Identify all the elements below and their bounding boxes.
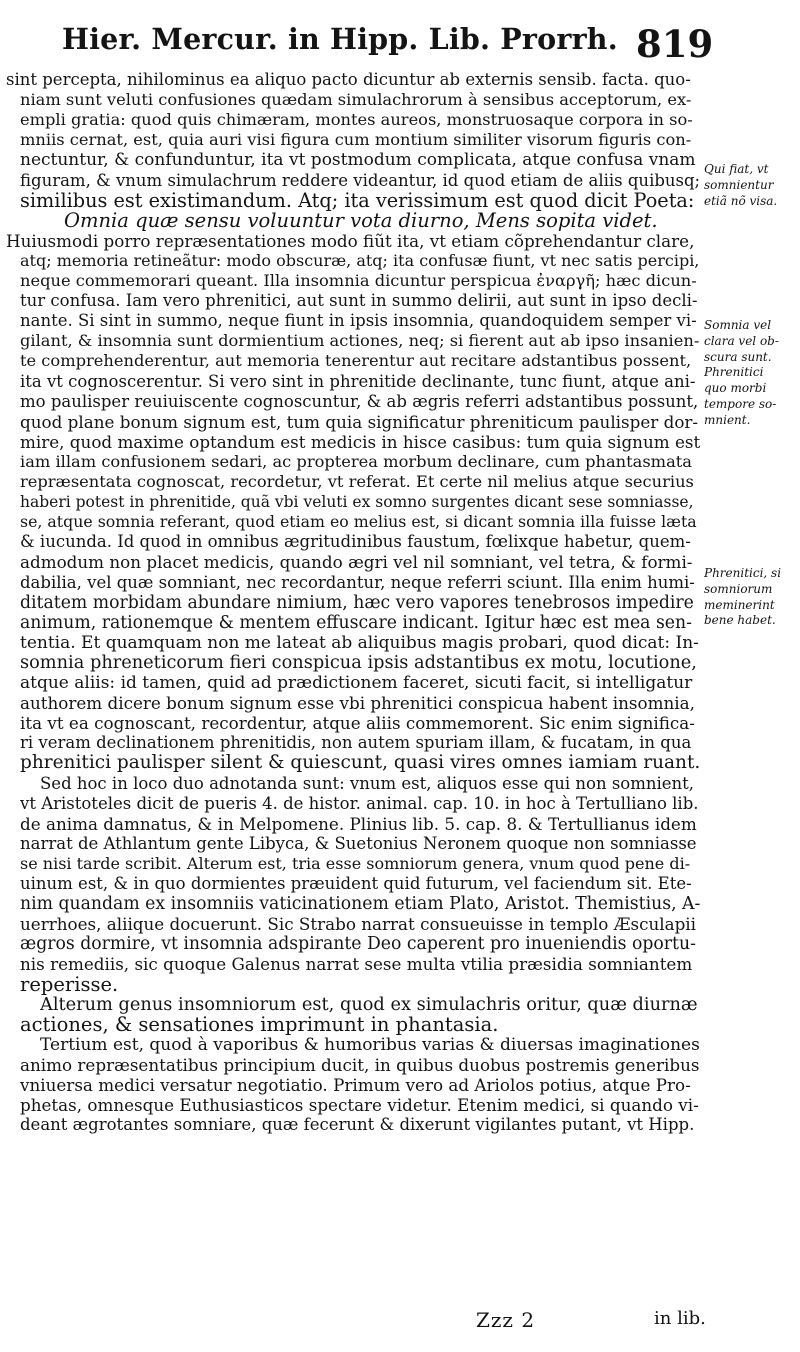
text-line: quod plane bonum signum est, tum quia significatur phreniticum paulisper dor- [20, 411, 699, 432]
text-line: animum, rationemque & mentem effuscare indicant. Igitur hæc est mea sen- [20, 612, 692, 633]
page-number: 819 [636, 22, 714, 66]
text-line: Huiusmodi porro repræsentationes modo fiũt ita, vt etiam cõprehendantur clare, [6, 230, 695, 251]
text-line: gilant, & insomnia sunt dormientium actiones, neq; si fierent aut ab ipso insanien- [20, 331, 700, 351]
text-line: Alterum genus insomniorum est, quod ex simulachris oritur, quæ diurnæ [40, 994, 698, 1015]
text-line: mniis cernat, est, quia auri visi figura cum montium similiter visorum figuris con- [20, 130, 692, 150]
text-line: phrenitici paulisper silent & quiescunt, quasi vires omnes iamiam ruant. [20, 753, 700, 774]
text-line: neque commemorari queant. Illa insomnia dicuntur perspicua ἐναργῆ; hæc dicun- [20, 271, 697, 290]
text-line: iam illam confusionem sedari, ac propterea morbum declinare, cum phantasmata [20, 451, 692, 471]
text-line: ri veram declinationem phrenitidis, non autem spuriam illam, & fucatam, in qua [20, 733, 692, 753]
margin-note-line: meminerint [704, 597, 775, 612]
margin-note-line: etiã nõ visa. [704, 193, 778, 208]
text-line: ægros dormire, vt insomnia adspirante Deo caperent pro inueniendis oportu- [20, 934, 696, 955]
margin-note-line: quo morbi [704, 381, 767, 396]
text-line: atq; memoria retineãtur: modo obscuræ, atq; ita confusæ fiunt, vt nec satis percipi, [20, 250, 700, 270]
text-line: te comprehenderentur, aut memoria tenerentur aut recitare adstantibus possent, [20, 351, 692, 371]
signature-mark: Zzz 2 [476, 1308, 536, 1332]
text-line: & iucunda. Id quod in omnibus ægritudinibus faustum, fœlixque habetur, quem- [20, 532, 691, 552]
margin-note-line: clara vel ob- [704, 333, 779, 348]
catchword: in lib. [654, 1308, 706, 1329]
text-line: ita vt cognoscerentur. Si vero sint in phrenitide declinante, tunc fiunt, atque ani- [20, 371, 696, 391]
margin-note [704, 162, 798, 209]
text-line: actiones, & sensationes imprimunt in phantasia. [20, 1014, 499, 1035]
text-line: authorem dicere bonum signum esse vbi phrenitici conspicua habent insomnia, [20, 693, 695, 714]
text-line: de anima damnatus, & in Melpomene. Plinius lib. 5. cap. 8. & Tertullianus idem [20, 813, 697, 834]
text-line: se, atque somnia referant, quod etiam eo melius est, si dicant somnia illa fuisse læta [20, 512, 697, 532]
text-line: uerrhoes, aliique docuerunt. Sic Strabo narrat consueuisse in templo Æsculapii [20, 914, 697, 935]
text-line: nim quandam ex insomniis vaticinationem etiam Plato, Aristot. Themistius, A- [20, 894, 700, 915]
margin-note-line: Phrenitici, si [704, 566, 782, 580]
text-line: empli gratia: quod quis chimæram, montes aureos, monstruosaque corpora in so- [20, 110, 693, 130]
text-line: sint percepta, nihilominus ea aliquo pacto dicuntur ab externis sensib. facta. quo- [6, 70, 691, 89]
margin-note-line: scura sunt. [704, 349, 772, 364]
text-line: dabilia, vel quæ somniant, nec recordantur, neque referri sciunt. Illa enim humi- [20, 572, 695, 592]
running-head: Hier. Mercur. in Hipp. Lib. Prorrh. [62, 22, 618, 56]
margin-note-line: mnient. [704, 412, 751, 427]
text-line: similibus est existimandum. Atq; ita verissimum est quod dicit Poeta: [20, 190, 695, 211]
text-line: se nisi tarde scribit. Alterum est, tria esse somniorum genera, vnum quod pene di- [20, 853, 691, 873]
text-line: nis remediis, sic quoque Galenus narrat sese multa vtilia præsidia somniantem [20, 954, 693, 975]
text-line: tentia. Et quamquam non me lateat ab aliquibus magis probari, quod dicat: In- [20, 632, 699, 653]
text-line: Tertium est, quod à vaporibus & humoribus varias & diuersas imaginationes [40, 1034, 700, 1055]
margin-note [704, 566, 798, 629]
margin-note-line: somniorum [704, 581, 773, 596]
text-line: figuram, & vnum simulachrum reddere videantur, id quod etiam de aliis quibusq; [20, 170, 700, 190]
text-line: reperisse. [20, 974, 119, 995]
margin-note-line: Phrenitici [704, 365, 764, 380]
text-line: nectuntur, & confunduntur, ita vt postmodum complicata, atque confusa vnam [20, 150, 696, 171]
margin-note-line: Qui fiat, vt [704, 162, 769, 176]
text-line: tur confusa. Iam vero phrenitici, aut sunt in summo delirii, aut sunt in ipso decli- [20, 291, 698, 311]
text-line: haberi potest in phrenitide, quã vbi veluti ex somno surgentes dicant sese somniasse, [20, 493, 694, 512]
text-line: animo repræsentatibus principium ducit, in quibus duobus postremis generibus [20, 1054, 700, 1075]
text-line: admodum non placet medicis, quando ægri vel nil somniant, vel tetra, & formi- [20, 552, 693, 573]
text-line: vt Aristoteles dicit de pueris 4. de histor. animal. cap. 10. in hoc à Tertulliano lib. [20, 793, 699, 813]
text-line: somnia phreneticorum fieri conspicua ipsis adstantibus ex motu, locutione, [20, 652, 697, 673]
text-line: ditatem morbidam abundare nimium, hæc vero vapores tenebrosos impedire [20, 592, 694, 613]
text-line: uinum est, & in quo dormientes præuident quid futurum, vel faciendum sit. Ete- [20, 874, 692, 893]
text-line: mo paulisper reuiuiscente cognoscuntur, & ab ægris referri adstantibus possunt, [20, 391, 699, 411]
margin-note-line: Somnia vel [704, 318, 772, 332]
text-line: vniuersa medici versatur negotiatio. Primum vero ad Ariolos potius, atque Pro- [20, 1075, 691, 1095]
text-line: niam sunt veluti confusiones quædam simulachrorum à sensibus acceptorum, ex- [20, 90, 692, 110]
text-line: Omnia quæ sensu voluuntur vota diurno, Mens sopita videt. [64, 210, 658, 231]
text-line: mire, quod maxime optandum est medicis in hisce casibus: tum quia signum est [20, 431, 700, 452]
margin-note-line: bene habet. [704, 613, 776, 628]
text-line: narrat de Athlantum gente Libyca, & Suetonius Neronem quoque non somniasse [20, 833, 697, 853]
text-line: nante. Si sint in summo, neque fiunt in ipsis insomnia, quandoquidem semper vi- [20, 311, 697, 331]
text-line: atque aliis: id tamen, quid ad prædictionem faceret, sicuti facit, si intelligatur [20, 673, 693, 693]
margin-notes [700, 0, 800, 1352]
text-line: ita vt ea cognoscant, recordentur, atque aliis commemorent. Sic enim significa- [20, 713, 695, 734]
text-line: Sed hoc in loco duo adnotanda sunt: vnum est, aliquos esse qui non somnient, [40, 773, 695, 793]
margin-note-line: somnientur [704, 177, 774, 192]
text-line: deant ægrotantes somniare, quæ fecerunt & dixerunt vigilantes putant, vt Hipp. [20, 1115, 695, 1135]
text-line: phetas, omnesque Euthusiasticos spectare videtur. Etenim medici, si quando vi- [20, 1095, 699, 1116]
text-line: repræsentata cognoscat, recordetur, vt referat. Et certe nil melius atque securius [20, 472, 694, 491]
margin-note [704, 318, 798, 429]
margin-note-line: tempore so- [704, 396, 777, 411]
